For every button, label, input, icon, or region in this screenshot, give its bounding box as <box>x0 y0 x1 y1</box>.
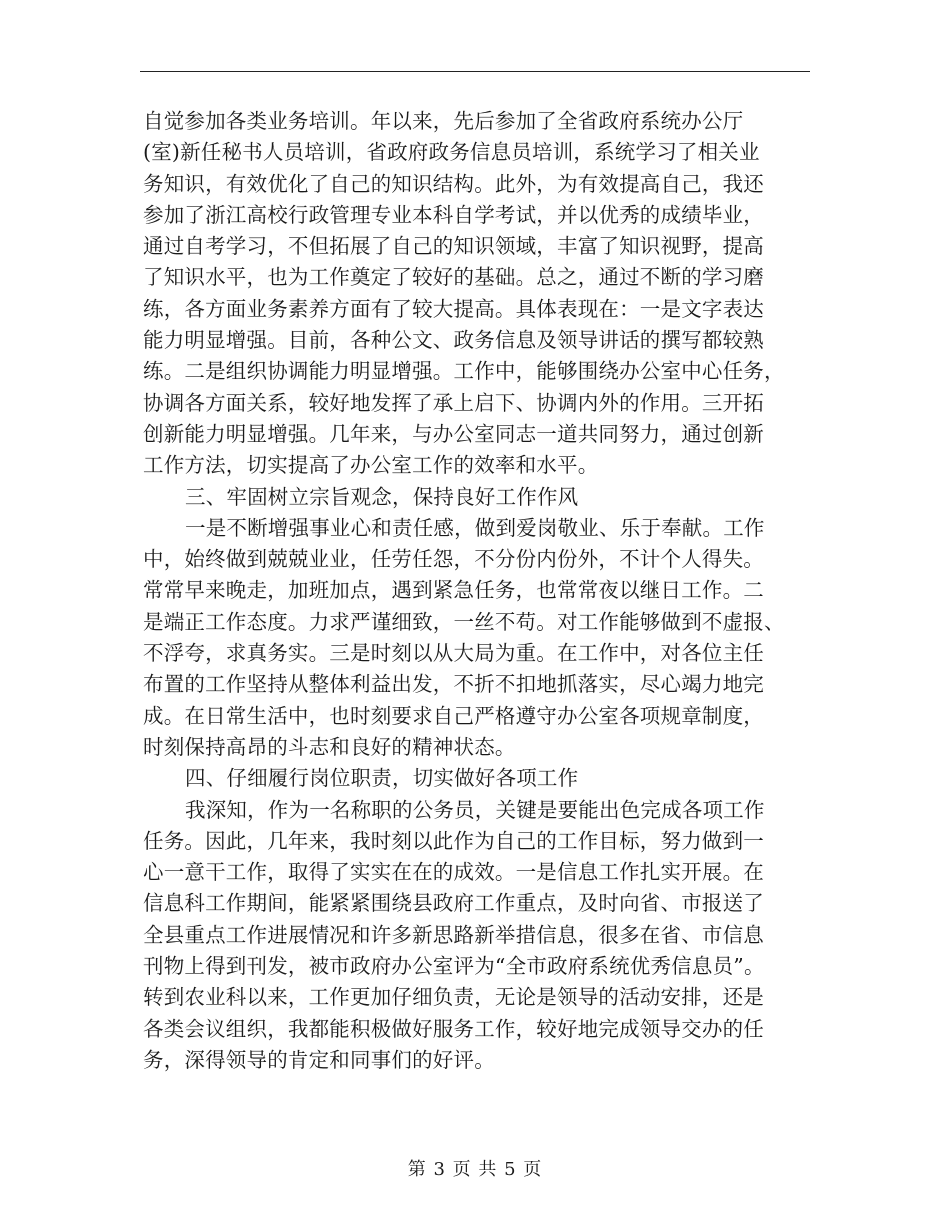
text-line: 三、牢固树立宗旨观念，保持良好工作作风 <box>185 484 579 509</box>
text-line: 练，各方面业务素养方面有了较大提高。具体表现在：一是文字表达 <box>143 296 764 321</box>
document-body <box>143 106 815 1076</box>
text-line: 转到农业科以来，工作更加仔细负责，无论是领导的活动安排，还是 <box>143 985 764 1010</box>
page-footer: 第 3 页 共 5 页 <box>407 1159 543 1180</box>
text-line: 布置的工作坚持从整体利益出发，不折不扣地抓落实，尽心竭力地完 <box>143 672 764 697</box>
text-line: 心一意干工作，取得了实实在在的成效。一是信息工作扎实开展。在 <box>143 860 764 885</box>
text-line: 成。在日常生活中，也时刻要求自己严格遵守办公室各项规章制度， <box>143 703 764 728</box>
text-line: 了知识水平，也为工作奠定了较好的基础。总之，通过不断的学习磨 <box>143 265 764 290</box>
text-line: 信息科工作期间，能紧紧围绕县政府工作重点，及时向省、市报送了 <box>143 891 764 916</box>
text-line: 全县重点工作进展情况和许多新思路新举措信息，很多在省、市信息 <box>143 922 764 947</box>
text-line: 参加了浙江高校行政管理专业本科自学考试，并以优秀的成绩毕业， <box>143 202 764 227</box>
text-line: 自觉参加各类业务培训。年以来，先后参加了全省政府系统办公厅 <box>143 109 744 133</box>
text-line: 刊物上得到刊发，被市政府办公室评为“全市政府系统优秀信息员”。 <box>143 954 765 979</box>
header-rule <box>140 71 810 72</box>
text-line: 我深知，作为一名称职的公务员，关键是要能出色完成各项工作 <box>185 797 765 822</box>
text-line: 工作方法，切实提高了办公室工作的效率和水平。 <box>143 453 599 478</box>
text-line: 务，深得领导的肯定和同事们的好评。 <box>143 1047 495 1072</box>
text-line: 一是不断增强事业心和责任感，做到爱岗敬业、乐于奉献。工作 <box>185 515 765 540</box>
text-line: 协调各方面关系，较好地发挥了承上启下、协调内外的作用。三开拓 <box>143 390 764 415</box>
text-line: (室)新任秘书人员培训，省政府政务信息员培训，系统学习了相关业 <box>143 140 760 165</box>
text-line: 练。二是组织协调能力明显增强。工作中，能够围绕办公室中心任务， <box>143 359 785 384</box>
text-line: 任务。因此，几年来，我时刻以此作为自己的工作目标，努力做到一 <box>143 828 764 853</box>
text-line: 是端正工作态度。力求严谨细致，一丝不苟。对工作能够做到不虚报、 <box>143 609 785 634</box>
text-line: 能力明显增强。目前，各种公文、政务信息及领导讲话的撰写都较熟 <box>143 328 764 353</box>
text-line: 不浮夸，求真务实。三是时刻以从大局为重。在工作中，对各位主任 <box>143 641 764 666</box>
text-line: 务知识，有效优化了自己的知识结构。此外，为有效提高自己，我还 <box>143 171 764 196</box>
text-line: 中，始终做到兢兢业业，任劳任怨，不分份内份外，不计个人得失。 <box>143 547 764 572</box>
text-line: 各类会议组织，我都能积极做好服务工作，较好地完成领导交办的任 <box>143 1016 764 1041</box>
text-line: 通过自考学习，不但拓展了自己的知识领域，丰富了知识视野，提高 <box>143 234 764 259</box>
text-line: 四、仔细履行岗位职责，切实做好各项工作 <box>185 766 579 791</box>
text-line: 时刻保持高昂的斗志和良好的精神状态。 <box>143 734 516 759</box>
text-line: 创新能力明显增强。几年来，与办公室同志一道共同努力，通过创新 <box>143 421 764 446</box>
text-line: 常常早来晚走，加班加点，遇到紧急任务，也常常夜以继日工作。二 <box>143 578 764 603</box>
